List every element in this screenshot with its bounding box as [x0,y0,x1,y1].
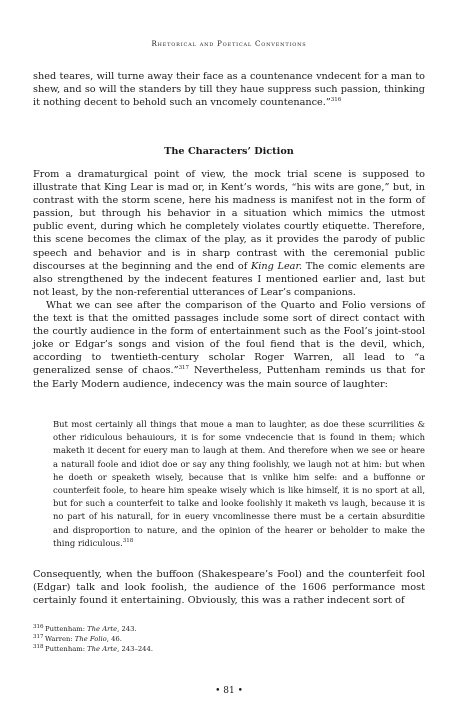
footnote-page: , 243–244. [117,645,153,653]
paragraph-text: Consequently, when the buffoon (Shakespeare’s Fool) and the counterfeit fool (Edgar) talk and look foolish, the audience of the 1606 performance most certainly found it entertaining. Obviously, this was a rather indecent sort of [33,569,425,607]
body-paragraph-2 [33,299,425,391]
footnote-title: The Arte [87,625,118,633]
body-paragraph-3 [33,568,425,607]
footnote-title: The Folio [74,635,107,643]
footnote-page: , 243. [117,625,137,633]
page-number: • 81 • [215,686,243,696]
paragraph-text: From a dramaturgical point of view, the mock trial scene is supposed to illustrate that King Lear is mad or, in Kent’s words, “his wits are gone,” but, in contrast with the storm scene, here his madness is manifest not in the form of passion, but through his behavior in a situation which mimics the utmost public event, during which he completely violates courtly etiquette. Therefore, this scene becomes the climax of the play, as it provides the parody of public speech and behavior and is in sharp contrast with the ceremonial public discourses at the beginning and the end of [33,169,425,272]
paragraph-text: The comic elements are also strengthened by the indecent features I mentioned earlier and, last but not least, by the non-referential utterances of Lear’s companions. [33,260,425,298]
block-quote [53,418,425,550]
footnote-author: Warren: [45,635,75,643]
footnote: 317 Warren: The Folio, 46. [33,633,122,643]
footnote-author: Puttenham: [45,625,88,633]
footnote-title: The Arte [87,645,118,653]
play-title: King Lear. [251,260,303,272]
footnote-ref: 318 [122,538,134,545]
paragraph-text: Nevertheless, Puttenham reminds us that for the Early Modern audience, indecency was the main source of laughter: [33,365,425,390]
footnotes [33,624,425,654]
footnote-ref: 317 [178,365,190,372]
footnote-author: Puttenham: [45,645,88,653]
paragraph-text: shed teares, will turne away their face as a countenance vndecent for a man to shew, and so will the standers by till they haue suppress such passion, thinking it nothing decent to behold such an vncomely countenance.” [33,71,425,109]
footnote: 316 Puttenham: The Arte, 243. [33,623,137,633]
body-paragraph-1 [33,168,425,299]
footnote: 318 Puttenham: The Arte, 243–244. [33,643,153,653]
running-head: Rhetorical and Poetical Conventions [151,40,307,48]
paragraph-continuation [33,70,425,109]
footnote-page: , 46. [106,635,122,643]
section-heading: The Characters’ Diction [164,146,294,157]
paragraph-text: What we can see after the comparison of the Quarto and Folio versions of the text is that the omitted passages include some sort of direct contact with the courtly audience in the form of entertainment such as the Fool’s joint-stool joke or Edgar’s songs and vision of the foul fiend that is the devil, which, according to twentieth-century scholar Roger Warren, all lead to “a generalized sense of chaos.” [33,300,425,377]
quote-text: But most certainly all things that moue a man to laughter, as doe these scurrilities & other ridiculous behauiours, it is for some vndecencie that is found in them; which maketh it decent for euery man to laugh at them. And therefore when we see or heare a naturall foole and idiot doe or say any thing foolishly, we laugh not at him: but when he doeth or speaketh wisely, because that is vnlike him selfe: and a buffonne or counterfeit foole, to heare him speake wisely which is like himself, it is no sport at all, but for such a counterfeit to talke and looke foolishly it maketh vs laugh, because it is no part of his naturall, for in euery vncomlinesse there must be a certain absurditie and disproportion to nature, and the opinion of the hearer or beholder to make the thing ridiculous. [53,419,425,548]
footnote-ref: 316 [330,96,342,103]
